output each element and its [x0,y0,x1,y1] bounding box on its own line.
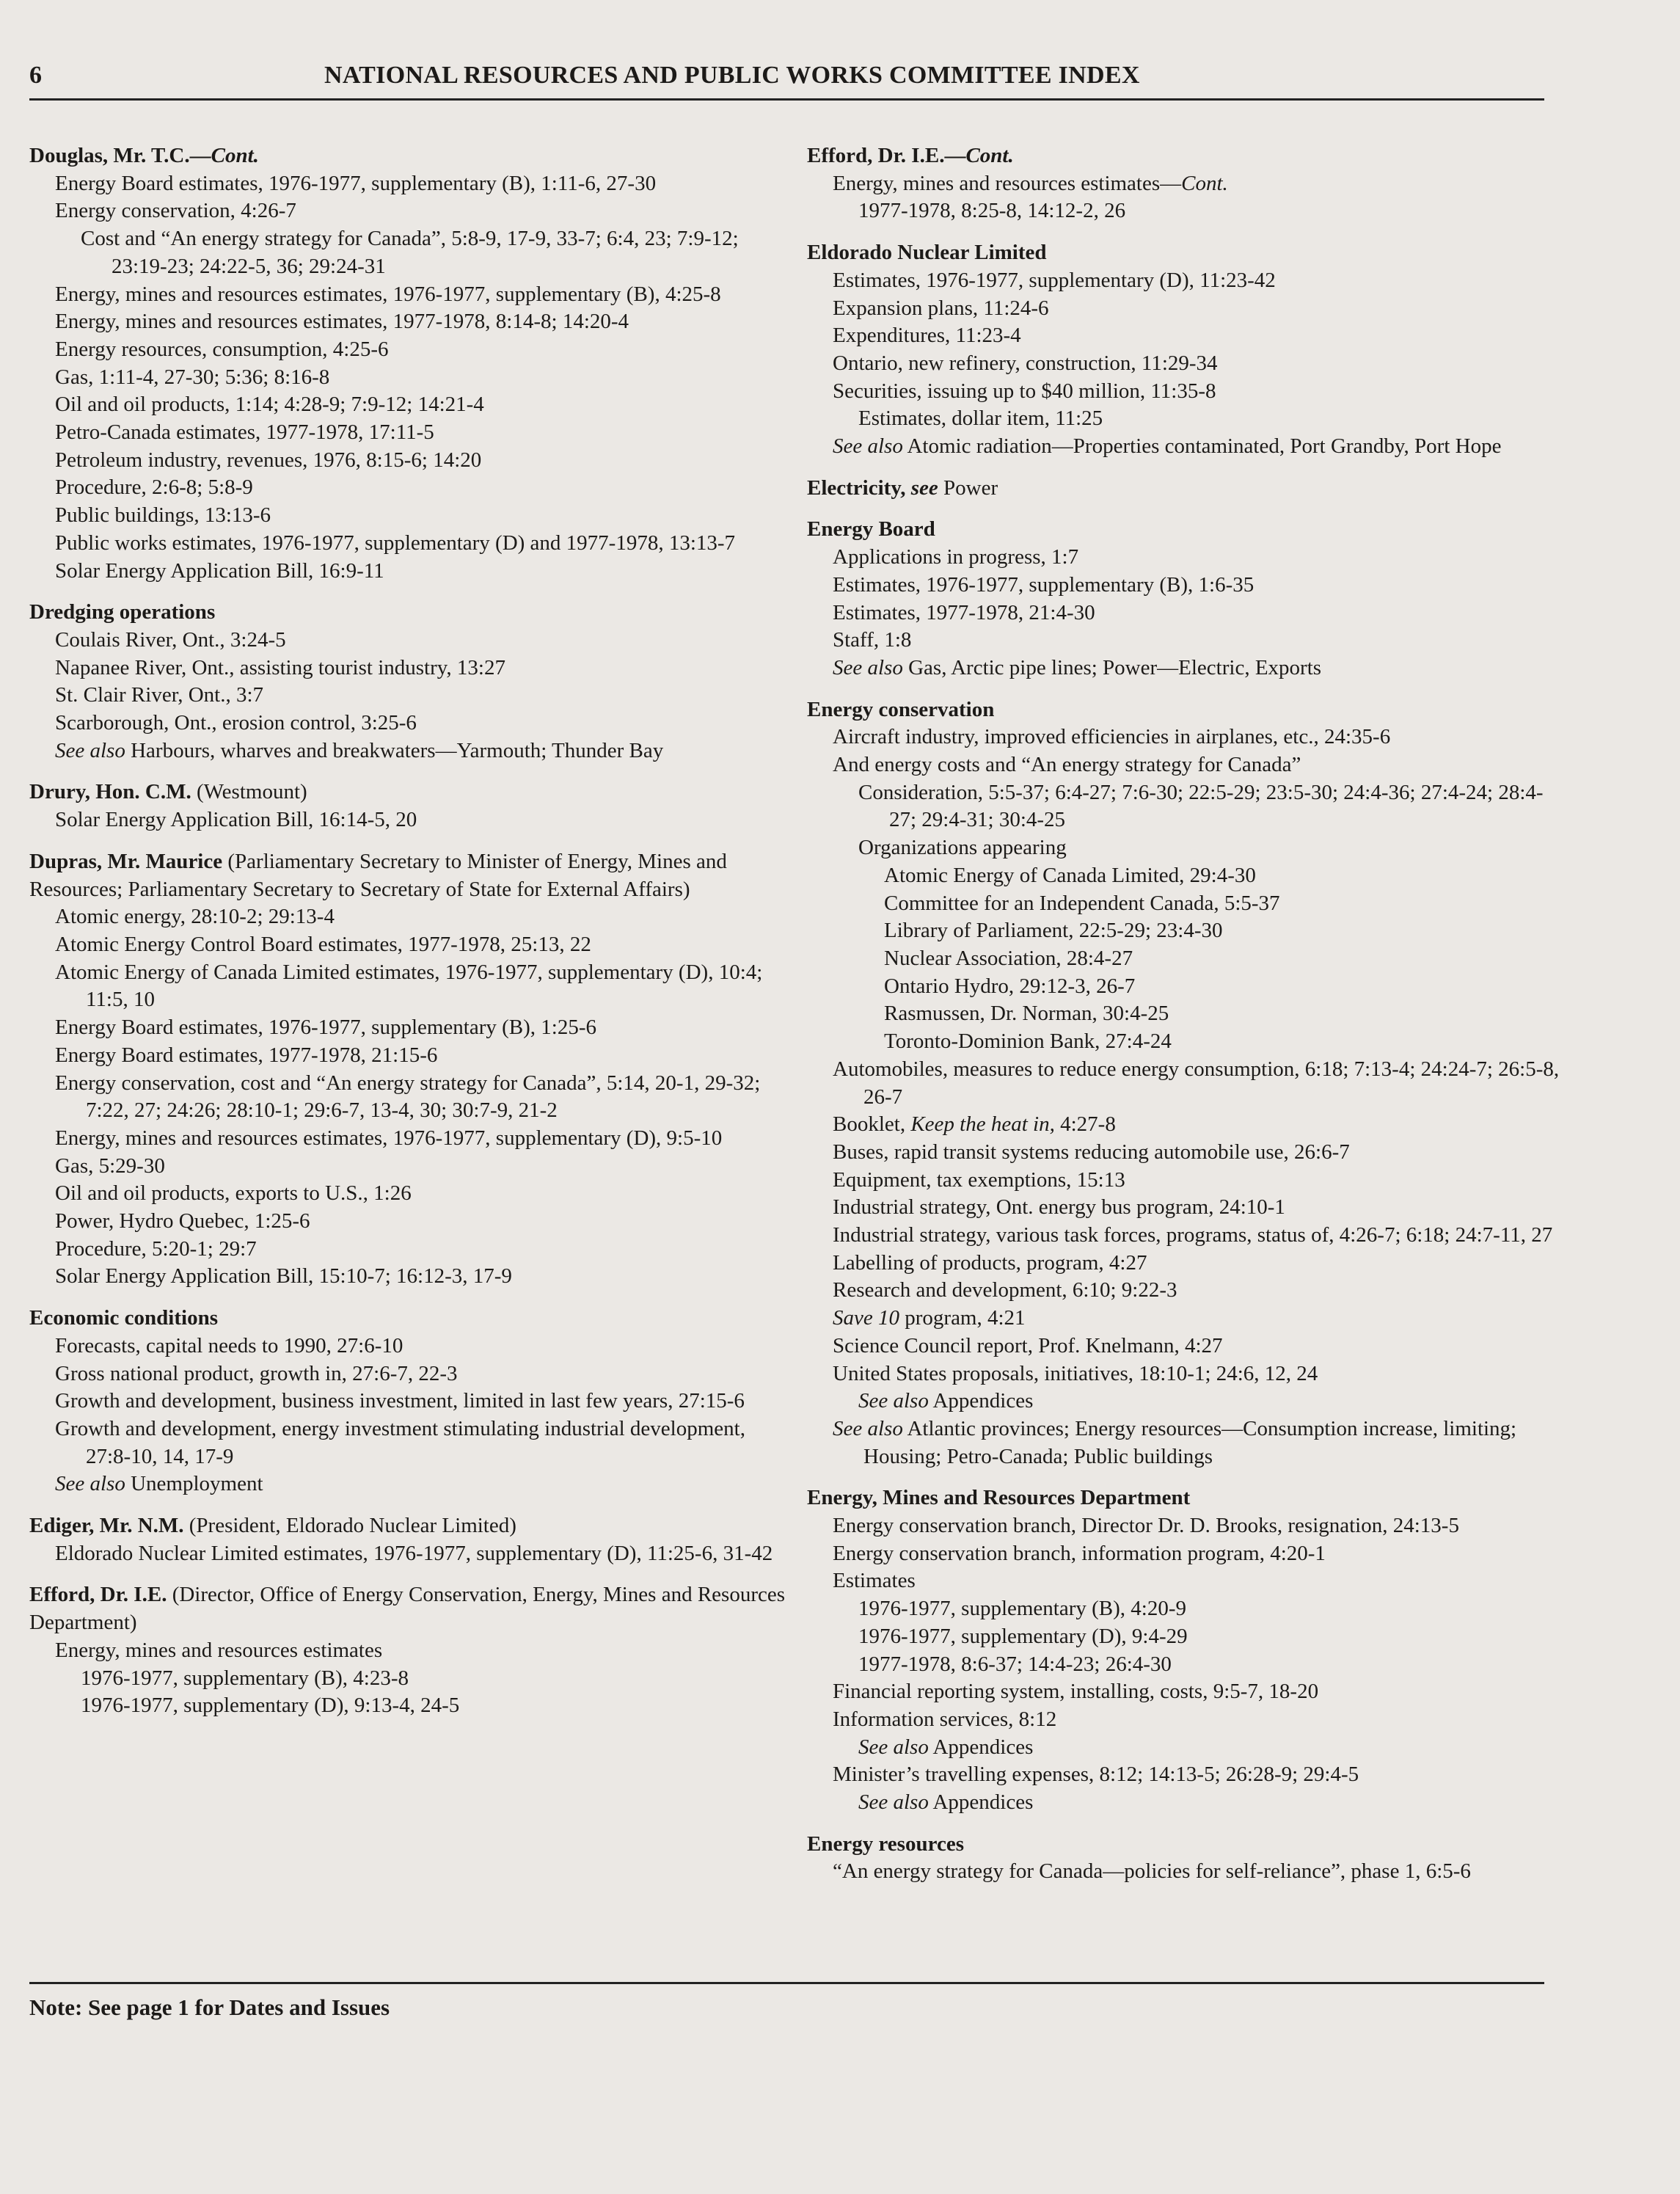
see-also-label: See also [858,1735,929,1759]
subentry [807,405,1563,433]
subentry [29,1388,785,1415]
subentry [807,1056,1563,1111]
subentry [807,917,1563,945]
subentry [807,433,1563,461]
index-entry [29,1581,785,1720]
heading-text: Energy resources [807,1832,964,1856]
subentry-text: Estimates, dollar item, 11:25 [858,407,1103,431]
subentry [807,1512,1563,1540]
subentry [807,1277,1563,1305]
index-entry [29,142,785,585]
subentry-text: Energy Board estimates, 1977-1978, 21:15-6 [55,1043,438,1067]
subentry-text: Securities, issuing up to $40 million, 11:35-8 [833,379,1216,403]
subentry [29,281,785,309]
subentry [29,1014,785,1042]
subentry-text: Procedure, 2:6-8; 5:8-9 [55,475,253,500]
subentry-text: Oil and oil products, exports to U.S., 1:26 [55,1181,412,1206]
index-entry [29,1305,785,1498]
index-column-left [29,142,785,1734]
entry-heading [29,1305,785,1333]
subentry-text: Scarborough, Ont., erosion control, 3:25-6 [55,711,417,735]
subentry-text: Minister’s travelling expenses, 8:12; 14:13-5; 26:28-9; 29:4-5 [833,1763,1359,1787]
subentry-text: Equipment, tax exemptions, 15:13 [833,1167,1125,1192]
index-entry [807,475,1563,503]
subentry [807,945,1563,973]
subentry-text: Industrial strategy, various task forces, programs, status of, 4:26-7; 6:18; 24:7-11, 27 [833,1223,1553,1247]
subentry-text: Automobiles, measures to reduce energy consumption, 6:18; 7:13-4; 24:24-7; 26:5-8, 26-7 [833,1057,1560,1109]
index-entry [807,696,1563,1471]
subentry-text: Cost and “An energy strategy for Canada”, 5:8-9, 17-9, 33-7; 6:4, 23; 7:9-12; 23:19-23; 24:22-5, 36; 29:24-31 [81,227,739,278]
subentry [807,544,1563,572]
subentry [29,391,785,419]
subentry [807,1139,1563,1167]
subentry [29,447,785,475]
subentry [807,1789,1563,1817]
subentry-text: Procedure, 5:20-1; 29:7 [55,1236,257,1261]
subentry-text: Harbours, wharves and breakwaters—Yarmouth; Thunder Bay [125,738,664,762]
subentry-text: Atlantic provinces; Energy resources—Consumption increase, limiting; Housing; Petro-Canada; Public buildings [863,1416,1517,1468]
see-also-label: See also [55,1472,125,1496]
subentry [807,378,1563,406]
subentry-text: Organizations appearing [858,836,1067,860]
heading-text: Douglas, Mr. T.C.— [29,144,211,167]
subentry-text: Growth and development, energy investment stimulating industrial development, 27:8-10, 14, 17-9 [55,1416,745,1468]
subentry [29,627,785,655]
subentry-text: Rasmussen, Dr. Norman, 30:4-25 [884,1002,1169,1026]
entry-heading [807,696,1563,724]
subentry-text: Energy resources, consumption, 4:25-6 [55,337,389,361]
subentry [807,1194,1563,1222]
subentry [29,1540,785,1568]
subentry-text: Labelling of products, program, 4:27 [833,1250,1147,1275]
heading-qualifier: (Director, Office of Energy Conservation, Energy, Mines and Resources Department) [29,1583,786,1635]
subentry-text: Energy conservation branch, Director Dr. D. Brooks, resignation, 24:13-5 [833,1514,1459,1538]
running-title: NATIONAL RESOURCES AND PUBLIC WORKS COMMITTEE INDEX [324,62,1140,89]
subentry [807,779,1563,834]
subentry [29,710,785,737]
heading-italic: see [905,475,938,500]
subentry-text: Atomic energy, 28:10-2; 29:13-4 [55,905,335,929]
heading-text: Efford, Dr. I.E. [29,1583,167,1607]
subentry-text: Energy conservation branch, information program, 4:20-1 [833,1541,1326,1565]
see-also-label: See also [55,738,125,762]
subentry-text: Solar Energy Application Bill, 16:14-5, 20 [55,808,417,832]
subentry [29,806,785,834]
subentry [807,973,1563,1001]
subentry [807,655,1563,682]
entry-heading [807,516,1563,544]
page-header [29,62,1544,98]
subentry-text: Estimates, 1976-1977, supplementary (B), 1:6-35 [833,572,1254,597]
subentry-text: Unemployment [125,1472,263,1496]
subentry-text: Gross national product, growth in, 27:6-7, 22-3 [55,1361,458,1385]
subentry [807,350,1563,378]
entry-heading [29,1581,785,1636]
subentry-text: Gas, 5:29-30 [55,1154,165,1178]
index-entry [29,1512,785,1567]
subentry [29,419,785,447]
subentry [807,572,1563,599]
subentry-text: Energy, mines and resources estimates, 1976-1977, supplementary (B), 4:25-8 [55,282,721,306]
subentry-text: And energy costs and “An energy strategy for Canada” [833,753,1301,777]
subentry [807,1250,1563,1278]
subentry [807,1415,1563,1470]
subentry [807,627,1563,655]
subentry-text: Science Council report, Prof. Knelmann, 4:27 [833,1333,1223,1357]
subentry [29,1665,785,1693]
entry-heading [807,1484,1563,1512]
heading-text: Energy conservation [807,697,995,721]
subentry-text: St. Clair River, Ont., 3:7 [55,683,263,707]
subentry [29,931,785,959]
subentry-text: Energy, mines and resources estimates— [833,171,1182,195]
subentry [29,1042,785,1070]
subentry [29,959,785,1014]
subentry-text: Eldorado Nuclear Limited estimates, 1976-1977, supplementary (D), 11:25-6, 31-42 [55,1541,773,1565]
subentry [29,1153,785,1181]
subentry-text: Energy, mines and resources estimates, 1977-1978, 8:14-8; 14:20-4 [55,310,629,334]
subentry [807,267,1563,295]
subentry [807,1651,1563,1679]
subentry [29,197,785,225]
heading-qualifier: (President, Eldorado Nuclear Limited) [183,1514,516,1538]
subentry-text: Appendices [928,1389,1034,1413]
subentry [29,1415,785,1470]
subentry [29,1070,785,1125]
subentry [29,225,785,280]
subentry-text: Atomic radiation—Properties contaminated, Port Grandby, Port Hope [902,434,1502,459]
heading-text: Eldorado Nuclear Limited [807,241,1047,265]
subentry [29,1208,785,1236]
see-also-label: See also [833,655,903,679]
subentry-text: 1976-1977, supplementary (D), 9:13-4, 24-5 [81,1694,460,1718]
subentry-italic: Save 10 [833,1306,899,1330]
entry-heading [29,142,785,170]
subentry-text: Ontario Hydro, 29:12-3, 26-7 [884,974,1136,998]
subentry-text: Energy, mines and resources estimates [55,1638,383,1662]
subentry [807,890,1563,918]
index-column-right [807,142,1563,1900]
subentry-text: Research and development, 6:10; 9:22-3 [833,1278,1177,1302]
subentry-text: Energy Board estimates, 1976-1977, supplementary (B), 1:11-6, 27-30 [55,171,657,195]
subentry-text: Information services, 8:12 [833,1707,1057,1731]
index-entry [807,1831,1563,1886]
index-entry [807,239,1563,461]
index-entry [807,142,1563,225]
entry-heading [29,599,785,627]
subentry [29,1125,785,1153]
subentry [807,1305,1563,1333]
subentry-text: Estimates, 1976-1977, supplementary (D), 11:23-42 [833,268,1276,292]
subentry-text: Ontario, new refinery, construction, 11:29-34 [833,351,1218,375]
subentry-text: Nuclear Association, 28:4-27 [884,946,1133,970]
subentry-text: Solar Energy Application Bill, 16:9-11 [55,558,384,583]
subentry [807,1028,1563,1056]
subentry [807,1706,1563,1734]
subentry [807,1360,1563,1388]
heading-text: Electricity, [807,475,906,500]
subentry-text: Atomic Energy Control Board estimates, 1977-1978, 25:13, 22 [55,932,591,956]
subentry [807,862,1563,890]
subentry [29,737,785,765]
entry-heading [807,475,1563,503]
subentry [29,170,785,198]
subentry-text: Appendices [928,1735,1034,1759]
subentry [807,1388,1563,1415]
subentry [29,364,785,392]
subentry [807,1567,1563,1595]
subentry [29,1236,785,1264]
subentry-text: Energy Board estimates, 1976-1977, supplementary (B), 1:25-6 [55,1016,597,1040]
subentry-text: “An energy strategy for Canada—policies for self-reliance”, phase 1, 6:5-6 [833,1859,1471,1884]
subentry [807,599,1563,627]
heading-text: Dredging operations [29,600,216,624]
entry-heading [29,848,785,903]
subentry [29,655,785,682]
subentry-text: 1977-1978, 8:6-37; 14:4-23; 26:4-30 [858,1652,1172,1676]
subentry-text: Aircraft industry, improved efficiencies in airplanes, etc., 24:35-6 [833,725,1391,749]
heading-text: Energy, Mines and Resources Department [807,1486,1191,1510]
subentry-text: Booklet, [833,1112,911,1137]
subentry [807,170,1563,198]
subentry-text: Atomic Energy of Canada Limited estimates, 1976-1977, supplementary (D), 10:4; 11:5, 10 [55,960,763,1012]
subentry-text: Petroleum industry, revenues, 1976, 8:15-6; 14:20 [55,448,482,472]
subentry [29,1360,785,1388]
heading-qualifier: (Westmount) [191,780,307,804]
subentry [29,502,785,530]
subentry [807,322,1563,350]
subentry-text: Estimates, 1977-1978, 21:4-30 [833,600,1095,624]
subentry-text: Industrial strategy, Ont. energy bus program, 24:10-1 [833,1195,1285,1220]
subentry-text: Petro-Canada estimates, 1977-1978, 17:11-5 [55,420,434,445]
see-also-label: See also [833,434,903,459]
subentry [29,1263,785,1291]
subentry-text: Appendices [928,1790,1034,1815]
subentry [29,530,785,558]
see-also-label: See also [858,1790,929,1815]
subentry [29,308,785,336]
subentry [807,1000,1563,1028]
subentry [29,903,785,931]
subentry-text: Oil and oil products, 1:14; 4:28-9; 7:9-12; 14:21-4 [55,393,484,417]
index-entry [807,1484,1563,1816]
subentry-text: Expansion plans, 11:24-6 [833,296,1049,320]
subentry-text: Solar Energy Application Bill, 15:10-7; 16:12-3, 17-9 [55,1264,512,1289]
subentry-text: Financial reporting system, installing, costs, 9:5-7, 18-20 [833,1680,1319,1704]
index-entry [29,779,785,834]
subentry-text: Library of Parliament, 22:5-29; 23:4-30 [884,919,1223,943]
subentry [807,1111,1563,1139]
subentry [807,1222,1563,1250]
heading-italic: Cont. [965,144,1014,167]
footer-note: Note: See page 1 for Dates and Issues [29,1994,390,2020]
subentry [29,1470,785,1498]
subentry-text: Energy, mines and resources estimates, 1976-1977, supplementary (D), 9:5-10 [55,1126,723,1150]
subentry-text: Energy conservation, cost and “An energy strategy for Canada”, 5:14, 20-1, 29-32; 7:22, 27; 24:26; 28:10-1; 29:6-7, 13-4, 30; 30:7-9, 21-2 [55,1071,761,1123]
subentry-text: Estimates [833,1569,916,1593]
subentry [807,1858,1563,1886]
heading-qualifier: (Parliamentary Secretary to Minister of Energy, Mines and Resources; Parliamentary Secretary to Secretary of State for External Affairs) [29,849,727,901]
subentry-text: Power, Hydro Quebec, 1:25-6 [55,1209,310,1233]
heading-text: Economic conditions [29,1306,218,1330]
subentry-text: Forecasts, capital needs to 1990, 27:6-10 [55,1333,403,1357]
subentry-text: 1977-1978, 8:25-8, 14:12-2, 26 [858,199,1126,223]
heading-text: Ediger, Mr. N.M. [29,1514,184,1538]
subentry [807,1678,1563,1706]
subentry-text: 1976-1977, supplementary (B), 4:20-9 [858,1597,1187,1621]
subentry [807,724,1563,751]
heading-text: Dupras, Mr. Maurice [29,849,223,873]
subentry-text: Growth and development, business investment, limited in last few years, 27:15-6 [55,1389,745,1413]
subentry-text: Consideration, 5:5-37; 6:4-27; 7:6-30; 22:5-29; 23:5-30; 24:4-36; 27:4-24; 28:4-27; 29:4-31; 30:4-25 [858,780,1544,832]
subentry [807,1167,1563,1195]
heading-text: Drury, Hon. C.M. [29,780,191,804]
subentry-text: Applications in progress, 1:7 [833,545,1079,569]
entry-heading [807,142,1563,170]
subentry [29,336,785,364]
subentry [29,682,785,710]
subentry [29,1637,785,1665]
heading-tail: Power [938,475,998,500]
index-entry [29,848,785,1291]
subentry-text: Public buildings, 13:13-6 [55,503,271,528]
heading-text: Efford, Dr. I.E.— [807,144,966,167]
subentry-text: Gas, 1:11-4, 27-30; 5:36; 8:16-8 [55,365,330,389]
subentry [29,474,785,502]
subentry [807,834,1563,862]
entry-heading [807,239,1563,267]
entry-heading [29,1512,785,1540]
subentry [807,1623,1563,1651]
footer-rule [29,1982,1544,1984]
subentry [807,197,1563,225]
subentry [29,1333,785,1360]
subentry-text: Napanee River, Ont., assisting tourist industry, 13:27 [55,655,505,679]
subentry-text: Toronto-Dominion Bank, 27:4-24 [884,1029,1172,1054]
heading-italic: Cont. [211,144,259,167]
page-number: 6 [29,62,42,89]
subentry-italic: Cont. [1181,171,1228,195]
subentry-text: 1976-1977, supplementary (B), 4:23-8 [81,1666,409,1690]
subentry [807,751,1563,779]
subentry [807,1540,1563,1568]
subentry [807,1333,1563,1360]
subentry [807,1595,1563,1623]
subentry-text: Gas, Arctic pipe lines; Power—Electric, Exports [902,655,1322,679]
entry-heading [807,1831,1563,1859]
subentry-text: Committee for an Independent Canada, 5:5-37 [884,891,1280,915]
subentry-text: United States proposals, initiatives, 18:10-1; 24:6, 12, 24 [833,1361,1318,1385]
see-also-label: See also [833,1416,903,1440]
header-rule [29,98,1544,101]
subentry-tail: 4:27-8 [1054,1112,1116,1137]
subentry-text: Atomic Energy of Canada Limited, 29:4-30 [884,863,1256,887]
subentry-text: Public works estimates, 1976-1977, supplementary (D) and 1977-1978, 13:13-7 [55,531,736,555]
subentry-text: Staff, 1:8 [833,628,912,652]
subentry [807,1761,1563,1789]
subentry-text: Energy conservation, 4:26-7 [55,199,296,223]
subentry-text: 1976-1977, supplementary (D), 9:4-29 [858,1624,1188,1648]
subentry-text: Buses, rapid transit systems reducing automobile use, 26:6-7 [833,1140,1350,1164]
heading-text: Energy Board [807,517,935,542]
entry-heading [29,779,785,806]
subentry [29,1180,785,1208]
subentry [29,558,785,586]
index-entry [29,599,785,765]
subentry-text: program, 4:21 [899,1306,1026,1330]
subentry-italic: Keep the heat in, [910,1112,1055,1137]
subentry-text: Coulais River, Ont., 3:24-5 [55,627,286,652]
subentry [807,295,1563,323]
subentry [807,1734,1563,1762]
subentry [29,1692,785,1720]
index-entry [807,516,1563,682]
see-also-label: See also [858,1389,929,1413]
subentry-text: Expenditures, 11:23-4 [833,324,1021,348]
